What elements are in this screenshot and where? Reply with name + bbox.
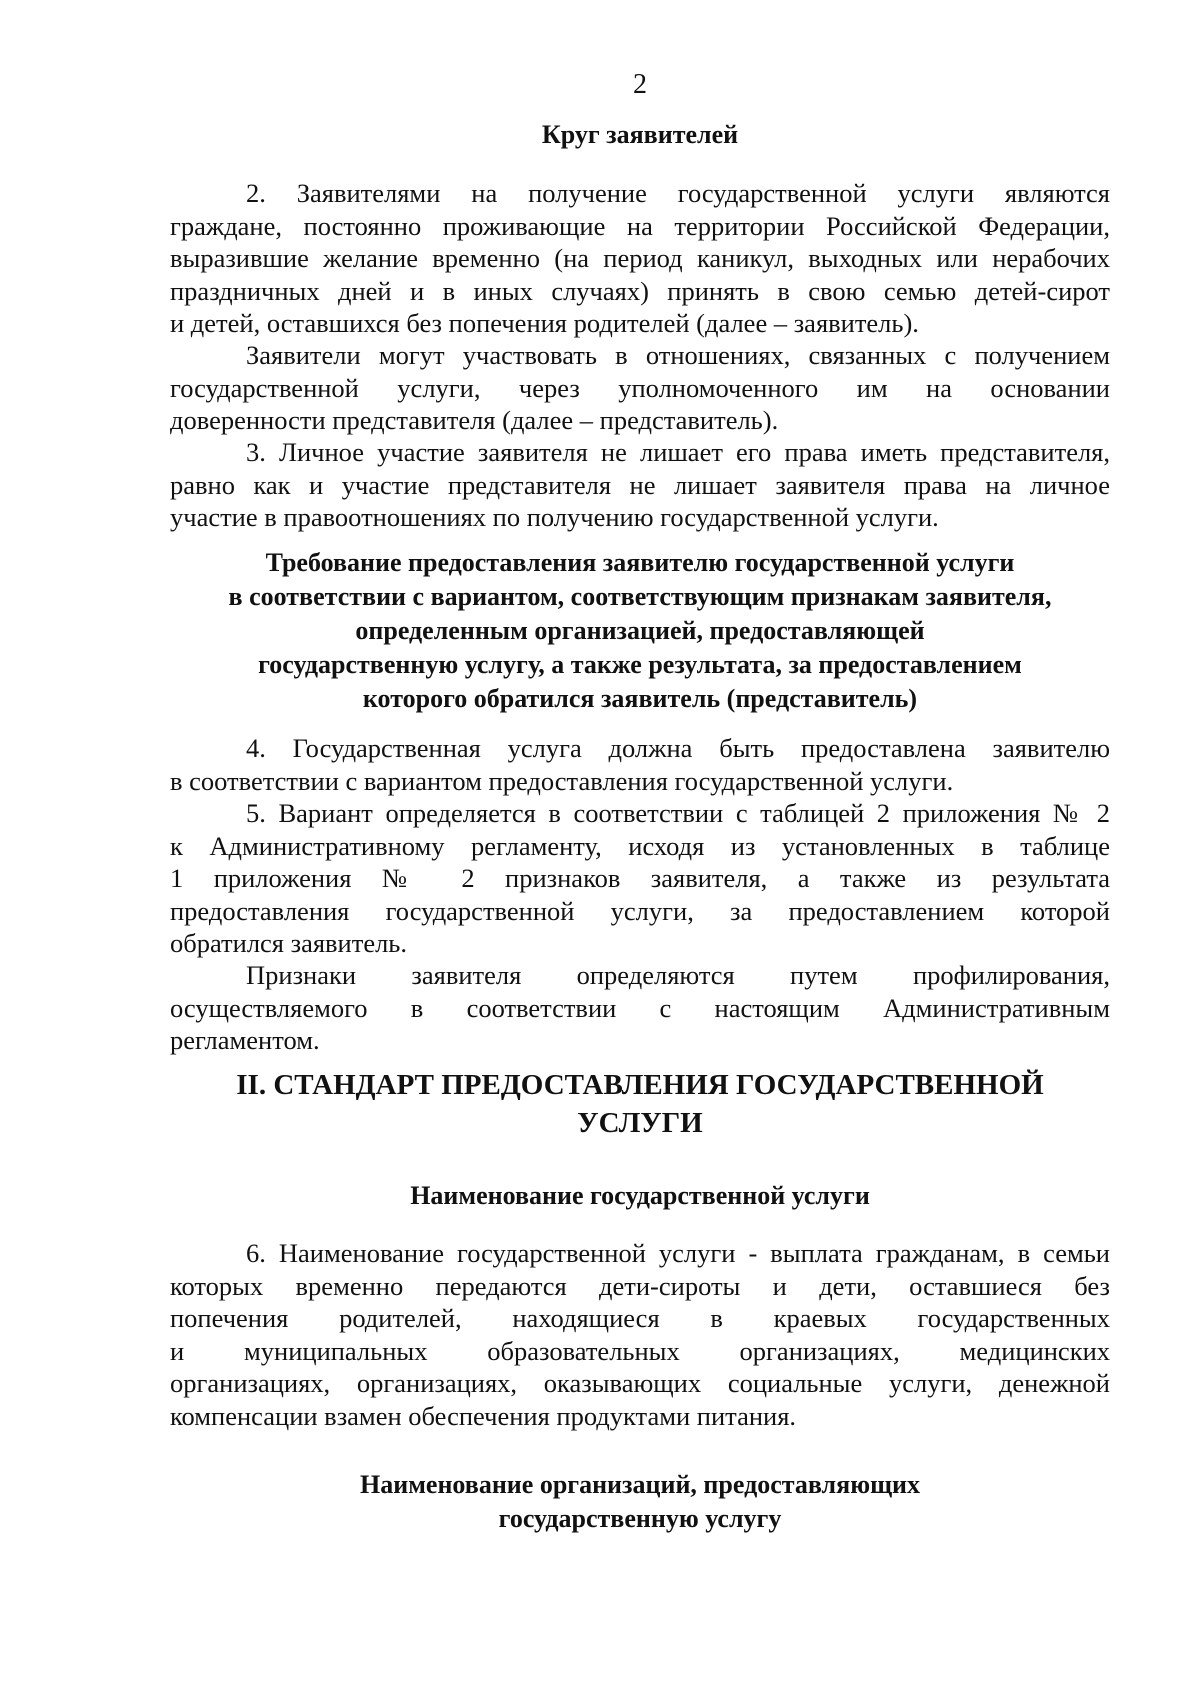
text-line: и детей, оставшихся без попечения родителей (далее – заявитель). [170,308,919,338]
text-line: доверенности представителя (далее – представитель). [170,405,779,435]
heading-line: Наименование организаций, предоставляющих [359,1470,920,1499]
heading-line: государственную услугу [498,1504,782,1533]
text-line: выразившие желание временно (на период каникул, выходных или нерабочих [170,243,1110,273]
paragraph-2 [170,177,1110,340]
text-line: компенсации взамен обеспечения продуктами питания. [170,1400,797,1431]
paragraph-5-profiling [170,959,1110,1057]
text-line: регламентом. [170,1025,320,1055]
paragraph-5 [170,797,1110,960]
text-line: 2. Заявителями на получение государственной услуги являются [246,178,1110,208]
text-line: 6. Наименование государственной услуги - выплата гражданам, в семьи [246,1238,1110,1268]
text-line: 1 приложения № 2 признаков заявителя, а также из результата [170,863,1110,893]
heading-organizations [170,1468,1110,1536]
heading-line: в соответствии с вариантом, соответствующим признакам заявителя, [228,582,1052,611]
text-line: осуществляемого в соответствии с настоящим Административным [170,992,1110,1023]
text-line: равно как и участие представителя не лишает заявителя права на личное [170,469,1110,500]
text-line: участие в правоотношениях по получению государственной услуги. [170,502,939,532]
text-line: 5. Вариант определяется в соответствии с таблицей 2 приложения № 2 [246,798,1110,828]
text-line: государственной услуги, через уполномоченного им на основании [170,372,1110,403]
heading-standard [170,1066,1110,1142]
page-number: 2 [633,69,647,100]
text-line: 4. Государственная услуга должна быть предоставлена заявителю [246,733,1110,763]
heading-line: государственную услугу, а также результата, за предоставлением [258,650,1022,679]
text-line: попечения родителей, находящиеся в краевых государственных [170,1303,1110,1333]
heading-line: Требование предоставления заявителю государственной услуги [265,548,1015,577]
heading-line: II. СТАНДАРТ ПРЕДОСТАВЛЕНИЯ ГОСУДАРСТВЕННОЙ [236,1069,1044,1101]
text-line: предоставления государственной услуги, за предоставлением которой [170,895,1110,926]
paragraph-3 [170,436,1110,534]
heading-line: определенным организацией, предоставляющей [355,616,925,645]
heading-line: Круг заявителей [541,120,739,149]
heading-line: УСЛУГИ [577,1107,703,1139]
heading-line: которого обратился заявитель (представитель) [362,684,918,713]
document-page [170,0,1110,1693]
heading-applicants [170,118,1110,152]
text-line: праздничных дней и в иных случаях) принять в свою семью детей-сирот [170,275,1110,306]
heading-line: Наименование государственной услуги [410,1181,870,1210]
paragraph-2-representatives [170,339,1110,437]
text-line: к Административному регламенту, исходя из установленных в таблице [170,830,1110,861]
text-line: организациях, организациях, оказывающих социальные услуги, денежной [170,1368,1110,1398]
paragraph-4 [170,732,1110,797]
text-line: в соответствии с вариантом предоставления государственной услуги. [170,765,954,796]
text-line: которых временно передаются дети-сироты и дети, оставшиеся без [170,1270,1110,1301]
heading-service-name [170,1179,1110,1213]
paragraph-6 [170,1237,1110,1432]
text-line: граждане, постоянно проживающие на территории Российской Федерации, [170,210,1110,241]
text-line: 3. Личное участие заявителя не лишает его права иметь представителя, [246,437,1110,467]
heading-requirement [170,546,1110,716]
text-line: и муниципальных образовательных организациях, медицинских [170,1335,1110,1366]
text-line: обратился заявитель. [170,928,408,958]
text-line: Заявители могут участвовать в отношениях, связанных с получением [246,340,1110,370]
text-line: Признаки заявителя определяются путем профилирования, [246,960,1110,990]
